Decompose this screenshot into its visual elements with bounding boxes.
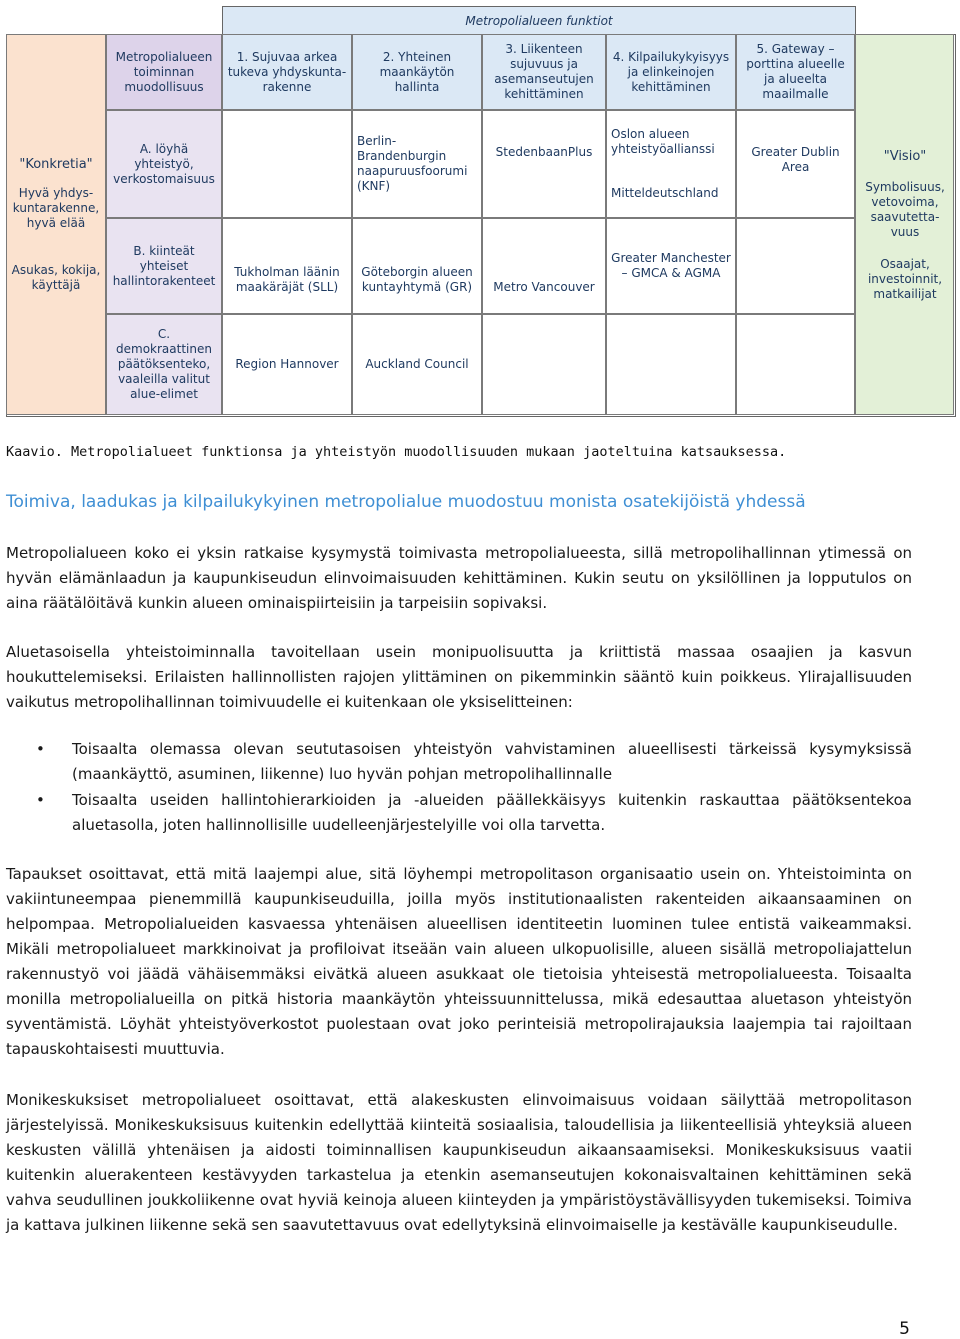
formality-header: Metropolialueen toiminnan muodollisuus — [106, 34, 222, 110]
level-c-label: C. demokraattinen päätöksenteko, vaaleilla valitut alue-elimet — [106, 314, 222, 415]
vision-label: "Visio" — [883, 149, 927, 164]
bullet-icon: • — [36, 740, 45, 758]
list-item: • Toisaalta useiden hallintohierarkioiden ja -alueiden päällekkäisyys kuitenkin raskauttaa päätöksentekoa aluetasolla, joten hallinnollisille uudelleenjärjestelyille voi olla tarvetta. — [6, 788, 912, 838]
concrete-label: "Konkretia" — [19, 157, 93, 172]
row-b-col2: Göteborgin alueen kuntayhtymä (GR) — [352, 218, 482, 314]
level-b-label: B. kiinteät yhteiset hallintorakenteet — [106, 218, 222, 314]
bullet-list — [6, 737, 912, 839]
vision-text-2: Osaajat, investoinnit, matkailijat — [867, 257, 943, 301]
row-c-col4 — [606, 314, 736, 415]
row-a-col2: Berlin-Brandenburgin naapuruusfoorumi (KNF) — [352, 110, 482, 218]
function-2-header: 2. Yhteinen maankäytön hallinta — [352, 34, 482, 110]
row-b-col3: Metro Vancouver — [482, 218, 606, 314]
figure-caption: Kaavio. Metropolialueet funktionsa ja yhteistyön muodollisuuden mukaan jaoteltuina katsauksessa. — [6, 444, 787, 460]
row-c-col3 — [482, 314, 606, 415]
page-number: 5 — [899, 1319, 910, 1339]
function-3-header: 3. Liikenteen sujuvuus ja asemanseutujen kehittäminen — [482, 34, 606, 110]
paragraph-1: Metropolialueen koko ei yksin ratkaise kysymystä toimivasta metropolialueesta, sillä metropolihallinnan ytimessä on hyvän elämänlaadun ja kaupunkiseudun elinvoimaisuuden kehittäminen. Kukin seutu on yksilöllinen ja lopputulos on aina räätälöitävä kunkin alueen ominaispiirteisiin ja tarpeisiin sopivaksi. — [6, 544, 912, 612]
concrete-text-2: Asukas, kokija, käyttäjä — [11, 263, 101, 292]
row-c-col5 — [736, 314, 855, 415]
row-a-col4: Oslon alueen yhteistyöallianssi Mitteldeutschland — [606, 110, 736, 218]
row-b-col4: Greater Manchester – GMCA & AGMA — [606, 218, 736, 314]
list-item: • Toisaalta olemassa olevan seututasoisen yhteistyön vahvistaminen alueellisesti tärkeissä kysymyksissä (maankäyttö, asuminen, liikenne) luo hyvän pohjan metropolihallinnalle — [6, 737, 912, 787]
level-a-label: A. löyhä yhteistyö, verkostomaisuus — [106, 110, 222, 218]
section-heading: Toimiva, laadukas ja kilpailukykyinen metropolialue muodostuu monista osatekijöistä yhdessä — [6, 492, 806, 512]
bullet-icon: • — [36, 791, 45, 809]
paragraph-4: Monikeskuksiset metropolialueet osoittavat, että alakeskusten elinvoimaisuus voidaan säilyttää metropolitason järjestelyissä. Monikeskuksisuus kuitenkin edellyttää kiinteitä sosiaalisia, taloudellisia ja liikenteellisiä yhteyksiä alueen keskusten välillä yhtenäisen ja aidosti toiminnallisen kaupunkiseudun aikaansaamiseksi. Monikeskuksisuus vaatii kuitenkin aluerakenteen kestävyyden tarkastelua ja etenkin asemanseutujen kokonaisvaltainen kehittäminen sekä vahva seudullinen joukkoliikenne ovat hyviä keinoja alueen kiinteyden ja ympäristöystävällisyyden tukemiseksi. Toimiva ja kattava julkinen liikenne sekä sen saavutettavuus ovat edellytyksinä elinvoimaiselle ja kestävälle kaupunkiseudulle. — [6, 1091, 912, 1234]
row-a-col3: StedenbaanPlus — [482, 110, 606, 218]
row-b-col5 — [736, 218, 855, 314]
function-1-header: 1. Sujuvaa arkea tukeva yhdyskunta-rakenne — [222, 34, 352, 110]
row-b-col1: Tukholman läänin maakäräjät (SLL) — [222, 218, 352, 314]
functions-banner: Metropolialueen funktiot — [222, 6, 856, 36]
paragraph-2: Aluetasoisella yhteistoiminnalla tavoitellaan usein monipuolisuutta ja kriittistä massaa osaajien ja kasvun houkuttelemiseksi. Erilaisten hallinnollisten rajojen ylittäminen on pikemminkin sääntö kuin poikkeus. Ylirajallisuuden vaikutus metropolihallinnan toimivuudelle ei kuitenkaan ole yksiselitteinen: — [6, 643, 912, 711]
row-a-col5: Greater Dublin Area — [736, 110, 855, 218]
paragraph-3: Tapaukset osoittavat, että mitä laajempi alue, sitä löyhempi metropolitason organisaatio usein on. Yhteistoiminta on vakiintuneempaa pienemmillä kaupunkiseuduilla, joilla myös institutionaalisten rakenteiden aikaansaaminen on helpompaa. Metropolialueiden kasvaessa yhtenäisen alueellisen identiteetin luominen tulee entistä vaikeammaksi. Mikäli metropolialueet markkinoivat ja profiloivat itseään vain alueen ulkopuolisille, alueen sisällä metropoliajattelun rakennustyö voi jäädä vähäisemmäksi eivätkä alueen asukkaat ole tietoisia yhteisestä metropolialueesta. Toisaalta monilla metropolialueilla on pitkä historia maankäytön yhteissuunnittelussa, mikä edesauttaa aluetason yhteistyön syventämistä. Löyhät yhteistyöverkostot puolestaan ovat joko perinteisiä metropolirajauksia laajempia tai rajoiltaan tapauskohtaisesti muuttuvia. — [6, 865, 912, 1058]
governance-diagram — [0, 0, 960, 420]
row-a-col1 — [222, 110, 352, 218]
row-c-col1: Region Hannover — [222, 314, 352, 415]
function-5-header: 5. Gateway – porttina alueelle ja alueelta maailmalle — [736, 34, 855, 110]
vision-text-1: Symbolisuus, vetovoima, saavutetta-vuus — [865, 180, 945, 239]
row-c-col2: Auckland Council — [352, 314, 482, 415]
concrete-text-1: Hyvä yhdys-kuntarakenne, hyvä elää — [12, 186, 100, 230]
function-4-header: 4. Kilpailukykyisyys ja elinkeinojen kehittäminen — [606, 34, 736, 110]
